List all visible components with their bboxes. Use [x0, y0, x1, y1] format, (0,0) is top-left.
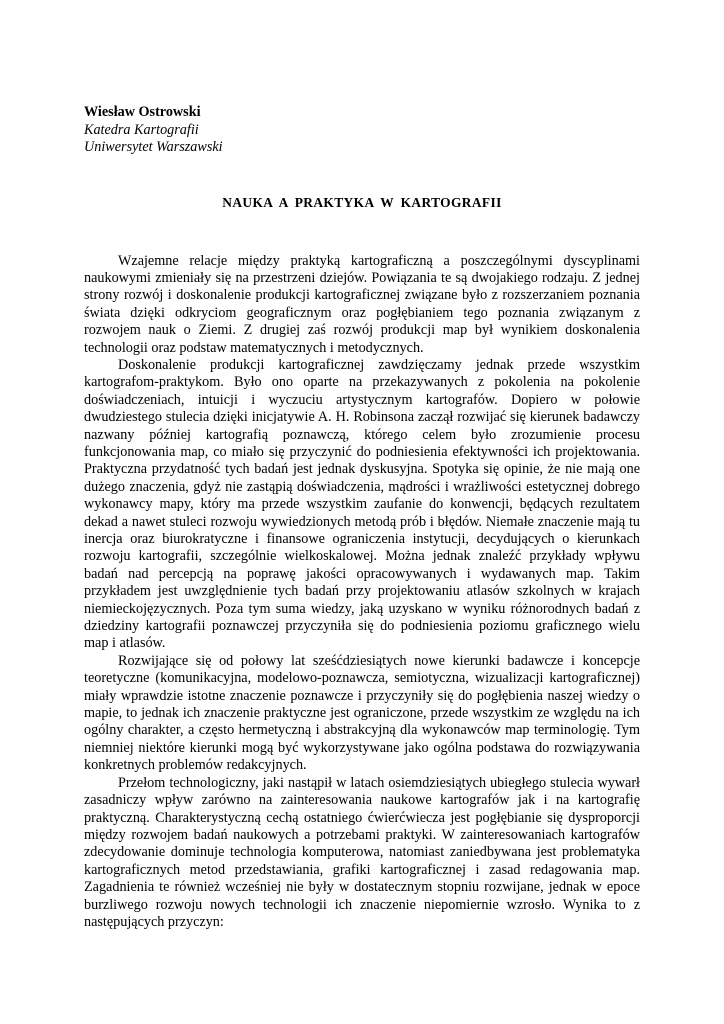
department: Katedra Kartografii [84, 121, 199, 138]
paragraph-3: Rozwijające się od połowy lat sześćdziesiątych nowe kierunki badawcze i koncepcje teoretyczne (komunikacyjna, modelowo-poznawcza, semiotyczna, wizualizacji kartograficznej) miały wprawdzie istotne znaczenie poznawcze i przyczyniły się do pogłębienia naszej wiedzy o mapie, to jednak ich znaczenie praktyczne jest ograniczone, przede wszystkim ze względu na ich ogólny charakter, a często hermetyczną i abstrakcyjną dla wykonawców map terminologię. Tym niemniej niektóre kierunki mogą być wykorzystywane jako ogólna podstawa do rozwiązywania konkretnych problemów redakcyjnych. [84, 652, 640, 774]
paragraph-1: Wzajemne relacje między praktyką kartograficzną a poszczególnymi dyscyplinami naukowymi zmieniały się na przestrzeni dziejów. Powiązania te są dwojakiego rodzaju. Z jednej strony rozwój i doskonalenie produkcji kartograficznej związane było z rozszerzaniem poznania świata dzięki odkryciom geograficznym oraz pogłębianiem tego poznania związanym z rozwojem nauk o Ziemi. Z drugiej zaś rozwój produkcji map był wynikiem doskonalenia technologii oraz podstaw matematycznych i metodycznych. [84, 252, 640, 356]
paragraph-2: Doskonalenie produkcji kartograficznej zawdzięczamy jednak przede wszystkim kartografom-praktykom. Było ono oparte na przekazywanych z pokolenia na pokolenie doświadczeniach, intuicji i wyczuciu artystycznym kartografów. Dopiero w połowie dwudziestego stulecia dzięki inicjatywie A. H. Robinsona zaczął rozwijać się kierunek badawczy nazwany później kartografią poznawczą, którego celem było zrozumienie procesu funkcjonowania map, co miało się przyczynić do podniesienia efektywności ich projektowania. Praktyczna przydatność tych badań jest jednak dyskusyjna. Spotyka się opinie, że nie mają one dużego znaczenia, gdyż nie zastąpią doświadczenia, mądrości i wrażliwości estetycznej dobrego wykonawcy mapy, który ma przede wszystkim zaufanie do konwencji, będących rezultatem dekad a nawet stuleci rozwoju wywiedzionych metodą prób i błędów. Niemałe znaczenie mają tu inercja oraz biurokratyczne i finansowe ograniczenia instytucji, decydujących o kierunkach rozwoju kartografii, szczególnie wielkoskalowej. Można jednak znaleźć przykłady wpływu badań nad percepcją na poprawę jakości opracowywanych i wydawanych map. Takim przykładem jest uwzględnienie tych badań przy projektowaniu atlasów szkolnych w krajach niemieckojęzycznych. Poza tym suma wiedzy, jaką uzyskano w wyniku różnorodnych badań z dziedziny kartografii poznawczej przyczyniła się do podniesienia poziomu graficznego wielu map i atlasów. [84, 356, 640, 652]
paragraph-4: Przełom technologiczny, jaki nastąpił w latach osiemdziesiątych ubiegłego stulecia wywarł zasadniczy wpływ zarówno na zainteresowania naukowe kartografów jak i na kartografię praktyczną. Charakterystyczną cechą ostatniego ćwierćwiecza jest pogłębianie się dysproporcji między rozwojem badań naukowych a potrzebami praktyki. W zainteresowaniach kartografów zdecydowanie dominuje technologia komputerowa, natomiast zaniedbywana jest problematyka kartograficznych metod przedstawiania, grafiki kartograficznej i zasad redagowania map. Zagadnienia te również wcześniej nie były w dostatecznym stopniu rozwijane, jednak w epoce burzliwego rozwoju nowych technologii ich znaczenie niepomiernie wzrosło. Wynika to z następujących przyczyn: [84, 774, 640, 930]
page [84, 104, 640, 931]
author-name: Wiesław Ostrowski [84, 104, 201, 120]
paper-title: NAUKA A PRAKTYKA W KARTOGRAFII [222, 194, 502, 210]
body-text [84, 253, 640, 932]
university: Uniwersytet Warszawski [84, 139, 223, 155]
author-block [84, 104, 640, 157]
